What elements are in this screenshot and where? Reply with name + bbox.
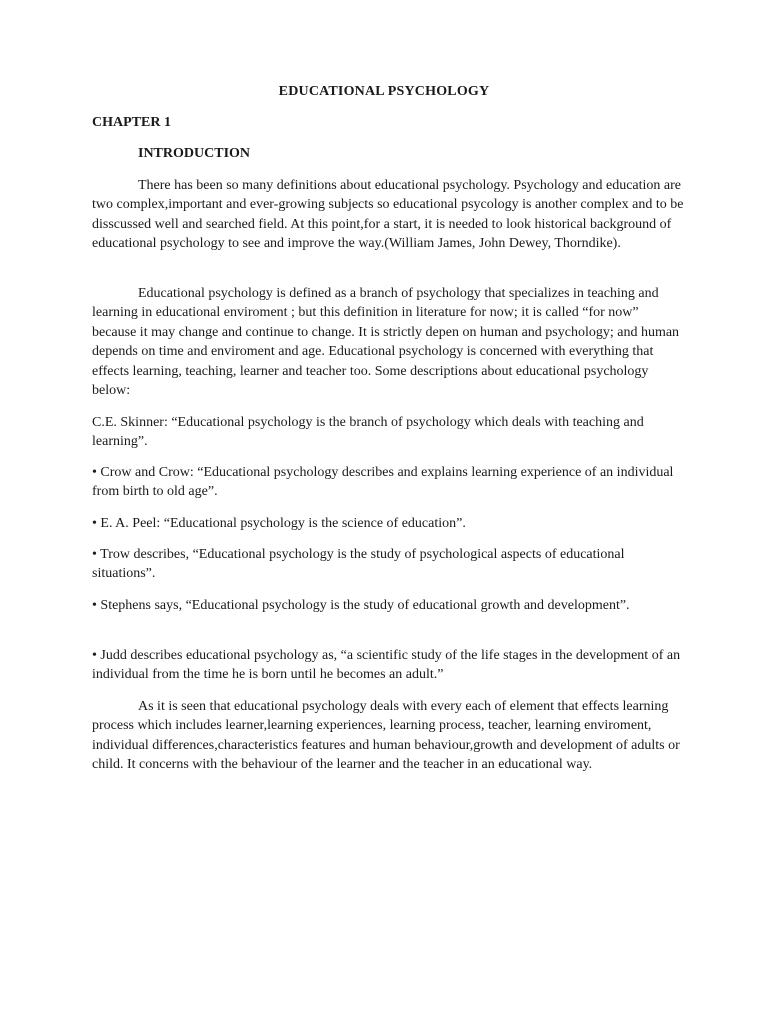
- conclusion-paragraph: As it is seen that educational psychology deals with every each of element that effects learning process which includes learner,learning experiences, learning process, teacher, learning enviroment, individual differences,characteristics features and human behaviour,growth and development of adults or child. It concerns with the behaviour of the learner and the teacher in an educational way.: [92, 699, 680, 773]
- peel-quote: • E. A. Peel: “Educational psychology is the science of education”.: [92, 516, 466, 531]
- trow-quote: • Trow describes, “Educational psychology is the study of psychological aspects of educational situations”.: [92, 547, 625, 582]
- chapter-heading: CHAPTER 1: [92, 115, 171, 130]
- section-heading: INTRODUCTION: [138, 146, 251, 161]
- document-title: EDUCATIONAL PSYCHOLOGY: [278, 84, 490, 99]
- intro-paragraph: There has been so many definitions about educational psychology. Psychology and education are two complex,important and ever-growing subjects so educational psycology is another complex and to be disscussed well and searched field. At this point,for a start, it is needed to look historical background of educational psychology to see and improve the way.(William James, John Dewey, Thorndike).: [92, 178, 684, 252]
- definition-paragraph: Educational psychology is defined as a branch of psychology that specializes in teaching and learning in educational enviroment ; but this definition in literature for now; it is called “for now” because it may change and continue to change. It is strictly depen on human and psychology; and human depends on time and enviroment and age. Educational psychology is concerned with everything that effects learning, teaching, learner and teacher too. Some descriptions about educational psychology below:: [92, 286, 680, 399]
- crow-quote: • Crow and Crow: “Educational psychology describes and explains learning experience of an individual from birth to old age”.: [92, 465, 674, 500]
- skinner-quote: C.E. Skinner: “Educational psychology is the branch of psychology which deals with teaching and learning”.: [92, 415, 644, 450]
- judd-quote: • Judd describes educational psychology as, “a scientific study of the life stages in the development of an individual from the time he is born until he becomes an adult.”: [92, 648, 681, 683]
- stephens-quote: • Stephens says, “Educational psychology is the study of educational growth and development”.: [92, 598, 630, 613]
